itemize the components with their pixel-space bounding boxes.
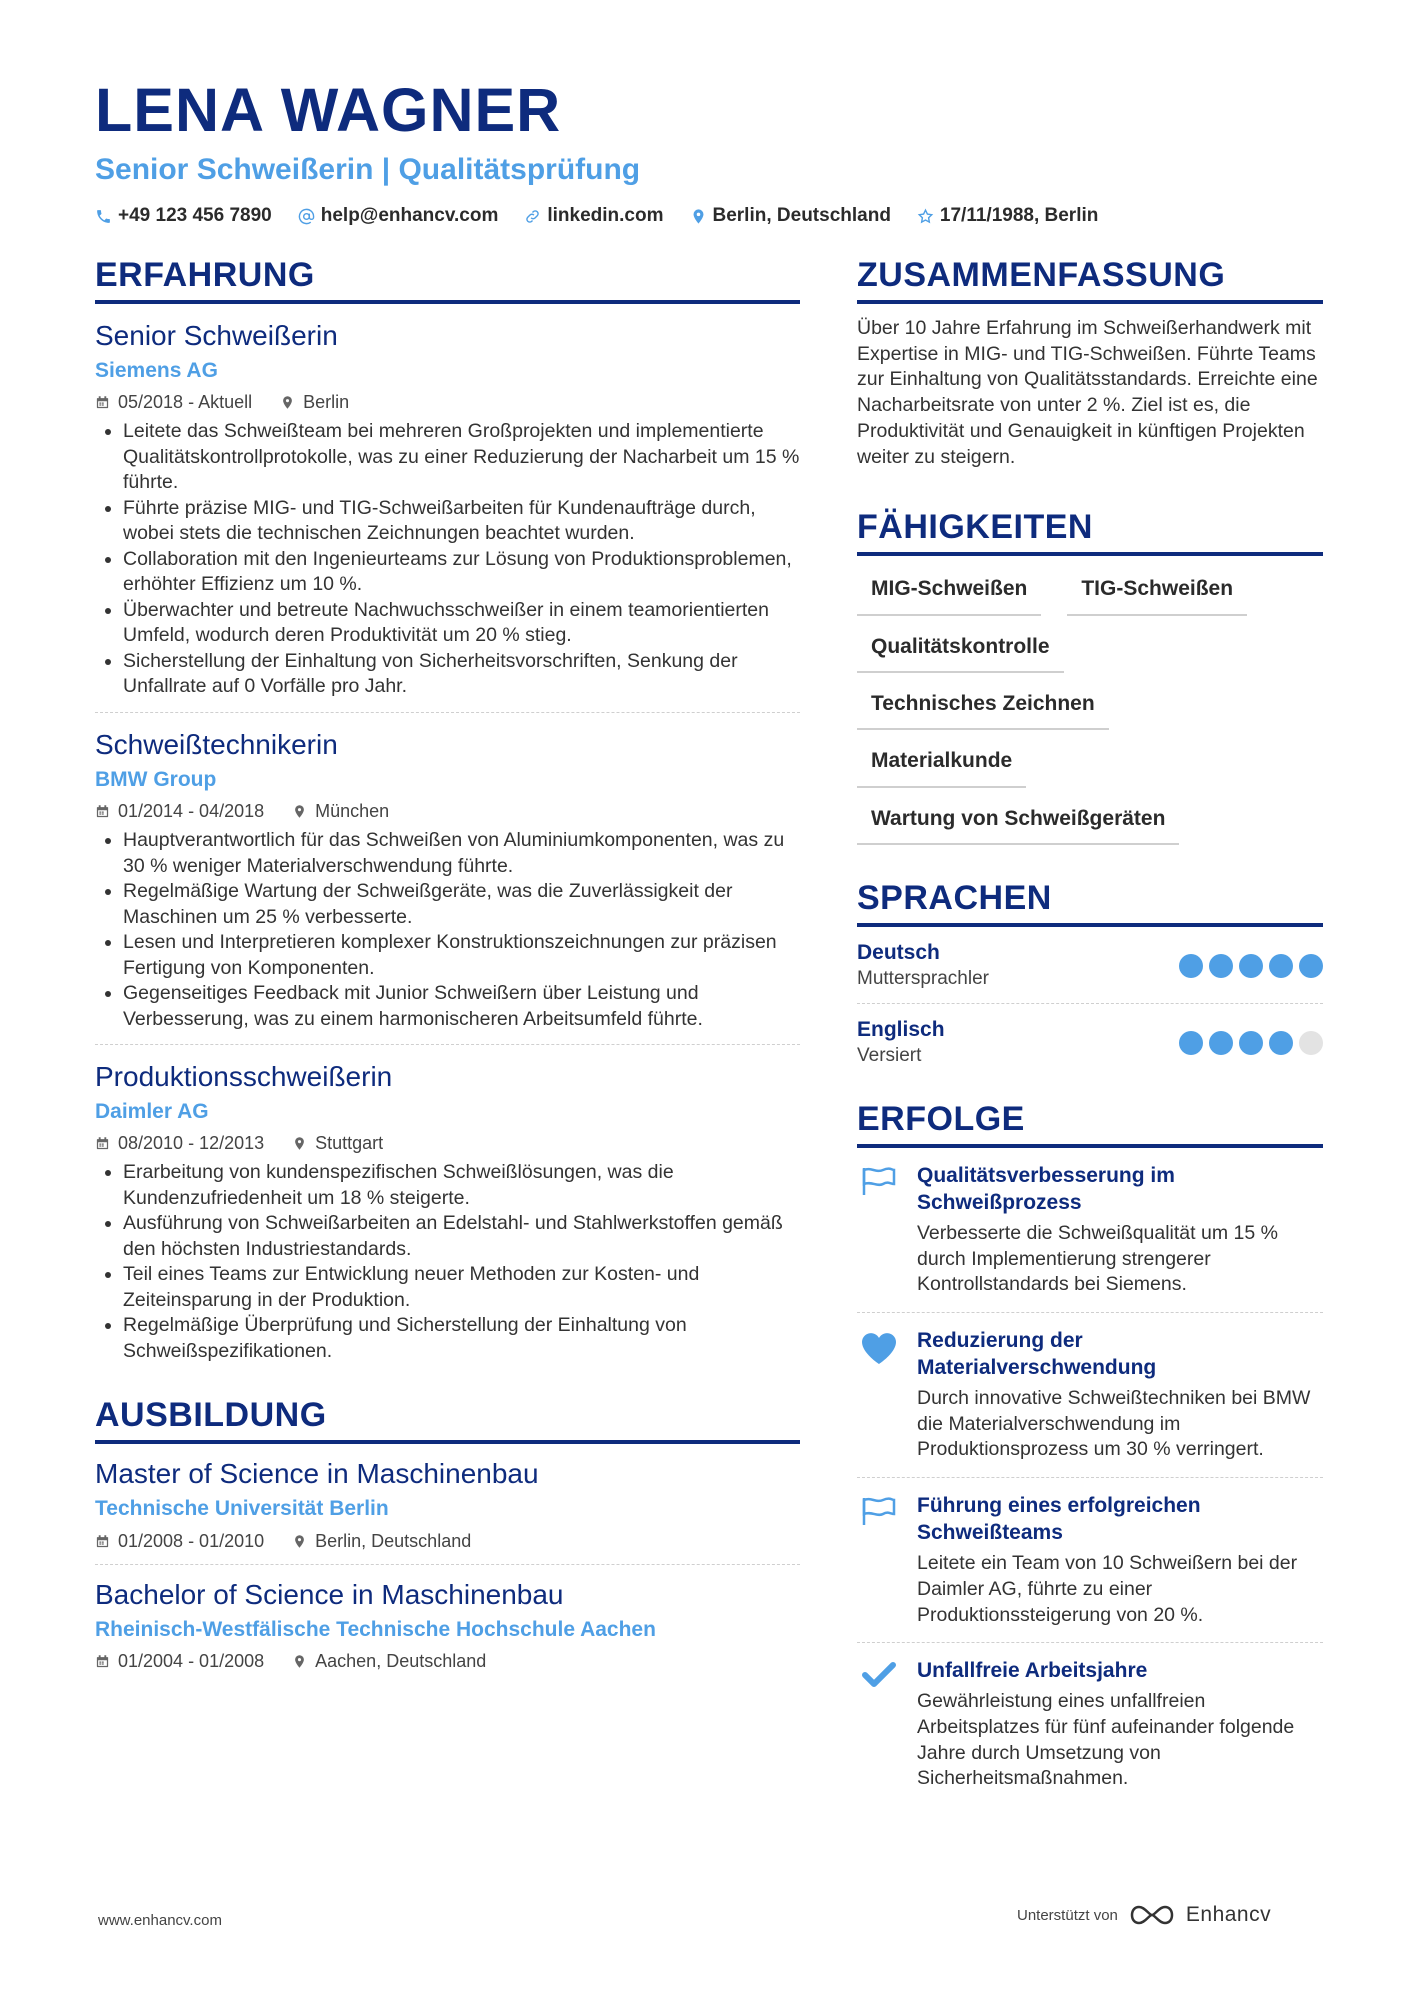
star-icon — [917, 208, 934, 225]
map-pin-icon — [280, 395, 295, 410]
contact-birth — [917, 205, 1098, 227]
rating-dot-filled — [1209, 1031, 1233, 1055]
skill-tag: MIG-Schweißen — [857, 566, 1041, 615]
achievement-desc: Leitete ein Team von 10 Schweißern bei der Daimler AG, führte zu einer Produktionssteigerung von 20 %. — [917, 1552, 1298, 1626]
language-item — [857, 1004, 1323, 1080]
skill-tag: Qualitätskontrolle — [857, 624, 1064, 673]
job-dates — [95, 1133, 264, 1154]
school-name: Technische Universität Berlin — [95, 1497, 389, 1521]
achievement-item — [857, 1148, 1323, 1313]
linkedin-text: linkedin.com — [547, 205, 664, 226]
footer-website[interactable]: www.enhancv.com — [98, 1912, 222, 1929]
achievement-icon-wrap — [857, 1162, 901, 1298]
achievement-icon-wrap — [857, 1327, 901, 1463]
skills-list — [857, 566, 1323, 845]
contact-phone — [95, 205, 272, 227]
contact-row — [95, 205, 1098, 227]
education-location-text: Berlin, Deutschland — [315, 1530, 472, 1551]
job-bullet: • Ausführung von Schweißarbeiten an Edelstahl- und Stahlwerkstoffen gemäß den höchsten Industriestandards. — [123, 1211, 800, 1262]
achievements-heading: ERFOLGE — [857, 1102, 1323, 1148]
rating-dot-filled — [1299, 954, 1323, 978]
link-icon — [524, 208, 541, 225]
education-dates-text: 01/2008 - 01/2010 — [118, 1530, 265, 1551]
contact-email[interactable] — [298, 205, 499, 227]
powered-by-text: Unterstützt von — [1017, 1906, 1118, 1924]
map-pin-icon — [292, 804, 307, 819]
achievement-title: Führung eines erfolgreichen Schweißteams — [917, 1494, 1201, 1545]
school-name: Rheinisch-Westfälische Technische Hochschule Aachen — [95, 1617, 656, 1641]
candidate-name: LENA WAGNER — [95, 76, 562, 144]
company-name: Daimler AG — [95, 1100, 209, 1124]
language-level: Versiert — [857, 1045, 922, 1067]
flag-icon — [861, 1166, 897, 1196]
job-bullet: • Überwachter und betreute Nachwuchsschweißer in einem teamorientierten Umfeld, wodurch deren Produktivität um 20 % stieg. — [123, 598, 800, 649]
language-level: Muttersprachler — [857, 968, 989, 990]
job-bullet: • Sicherstellung der Einhaltung von Sicherheitsvorschriften, Senkung der Unfallrate auf 0 Vorfälle pro Jahr. — [123, 649, 800, 700]
job-bullet: • Gegenseitiges Feedback mit Junior Schweißern über Leistung und Verbesserung, was zu einem harmonischeren Arbeitsumfeld führte. — [123, 981, 800, 1032]
location-text: Berlin, Deutschland — [712, 205, 891, 226]
job-location — [280, 392, 349, 413]
calendar-icon — [95, 1654, 110, 1669]
degree-title: Master of Science in Maschinenbau — [95, 1458, 539, 1490]
education-dates — [95, 1651, 264, 1672]
achievement-item — [857, 1478, 1323, 1643]
education-heading: AUSBILDUNG — [95, 1398, 800, 1444]
left-column — [95, 258, 800, 1684]
summary-heading: ZUSAMMENFASSUNG — [857, 258, 1323, 304]
job-dates-text: 05/2018 - Aktuell — [118, 392, 253, 413]
rating-dot-filled — [1179, 1031, 1203, 1055]
education-dates — [95, 1531, 264, 1552]
company-name: Siemens AG — [95, 359, 218, 382]
phone-icon — [95, 208, 112, 225]
language-rating — [1179, 1031, 1323, 1055]
rating-dot-filled — [1239, 1031, 1263, 1055]
job-title: Produktionsschweißerin — [95, 1061, 393, 1093]
rating-dot-filled — [1179, 954, 1203, 978]
skills-heading: FÄHIGKEITEN — [857, 510, 1323, 556]
job-bullet: • Führte präzise MIG- und TIG-Schweißarbeiten für Kundenaufträge durch, wobei stets die technischen Zeichnungen beachtet wurden. — [123, 496, 800, 547]
enhancv-logo-icon — [1128, 1902, 1176, 1928]
rating-dot-filled — [1269, 954, 1293, 978]
job-bullets — [95, 419, 800, 700]
experience-item — [95, 713, 800, 1045]
achievement-title: Qualitätsverbesserung im Schweißprozess — [917, 1163, 1175, 1214]
languages-heading: SPRACHEN — [857, 881, 1323, 927]
job-meta — [95, 1133, 800, 1154]
degree-title: Bachelor of Science in Maschinenbau — [95, 1578, 564, 1610]
skill-tag: Materialkunde — [857, 738, 1026, 787]
job-bullet: • Regelmäßige Überprüfung und Sicherstellung der Einhaltung von Schweißspezifikationen. — [123, 1313, 800, 1364]
language-name: Deutsch — [857, 941, 940, 965]
summary-text: Über 10 Jahre Erfahrung im Schweißerhandwerk mit Expertise in MIG- und TIG-Schweißen. Führte Teams zur Einhaltung von Qualitätsstandards. Erreichte eine Nacharbeitsrate von unter 2 %. Ziel ist es, die Produktivität und Genauigkeit in künftigen Projekten weiter zu steigern. — [857, 317, 1318, 468]
email-text: help@enhancv.com — [320, 205, 499, 226]
birth-text: 17/11/1988, Berlin — [939, 205, 1099, 226]
achievement-icon-wrap — [857, 1492, 901, 1628]
education-location-text: Aachen, Deutschland — [315, 1650, 487, 1671]
education-meta — [95, 1531, 800, 1552]
job-bullet: • Hauptverantwortlich für das Schweißen von Aluminiumkomponenten, was zu 30 % weniger Materialverschwendung führte. — [123, 828, 800, 879]
job-bullet: • Regelmäßige Wartung der Schweißgeräte, was die Zuverlässigkeit der Maschinen um 25 % verbesserte. — [123, 879, 800, 930]
language-name: Englisch — [857, 1018, 945, 1042]
achievement-icon-wrap — [857, 1657, 901, 1792]
job-title: Senior Schweißerin — [95, 320, 338, 351]
company-name: BMW Group — [95, 767, 217, 791]
brand-name: Enhancv — [1185, 1903, 1272, 1926]
achievement-item — [857, 1643, 1323, 1806]
calendar-icon — [95, 1534, 110, 1549]
job-dates-text: 01/2014 - 04/2018 — [118, 801, 265, 822]
job-bullets — [95, 1160, 800, 1364]
contact-linkedin[interactable] — [524, 205, 663, 227]
map-pin-icon — [292, 1136, 307, 1151]
flag-icon — [861, 1496, 897, 1526]
achievement-desc: Durch innovative Schweißtechniken bei BMW die Materialverschwendung im Produktionsprozess um 30 % verringert. — [917, 1387, 1311, 1461]
check-icon — [862, 1661, 896, 1689]
footer-powered — [1017, 1902, 1271, 1928]
job-bullet: • Erarbeitung von kundenspezifischen Schweißlösungen, was die Kundenzufriedenheit um 18 % steigerte. — [123, 1160, 800, 1211]
phone-text: +49 123 456 7890 — [118, 205, 272, 226]
education-location — [292, 1651, 486, 1672]
job-bullet: • Leitete das Schweißteam bei mehreren Großprojekten und implementierte Qualitätskontrollprotokolle, was zu einer Reduzierung der Nacharbeit um 15 % führte. — [123, 419, 800, 496]
experience-item — [95, 304, 800, 713]
job-dates — [95, 801, 264, 822]
map-pin-icon — [292, 1534, 307, 1549]
skill-tag: TIG-Schweißen — [1067, 566, 1247, 615]
job-dates-text: 08/2010 - 12/2013 — [118, 1133, 265, 1154]
heart-icon — [860, 1331, 898, 1365]
achievement-item — [857, 1313, 1323, 1478]
language-rating — [1179, 954, 1323, 978]
rating-dot-filled — [1239, 954, 1263, 978]
job-location-text: Stuttgart — [315, 1133, 384, 1154]
experience-item — [95, 1045, 800, 1376]
job-location-text: München — [315, 801, 390, 822]
job-bullet: • Collaboration mit den Ingenieurteams zur Lösung von Produktionsproblemen, erhöhter Effizienz um 10 %. — [123, 547, 800, 598]
skill-tag: Wartung von Schweißgeräten — [857, 796, 1179, 845]
map-pin-icon — [292, 1654, 307, 1669]
contact-location — [690, 205, 891, 227]
achievement-desc: Verbesserte die Schweißqualität um 15 % durch Implementierung strengerer Kontrollstandards bei Siemens. — [917, 1221, 1278, 1296]
rating-dot-empty — [1299, 1031, 1323, 1055]
job-meta — [95, 392, 800, 413]
education-item — [95, 1565, 800, 1684]
candidate-subtitle: Senior Schweißerin | Qualitätsprüfung — [95, 153, 641, 186]
job-dates — [95, 392, 252, 413]
education-dates-text: 01/2004 - 01/2008 — [118, 1650, 265, 1671]
skill-tag: Technisches Zeichnen — [857, 681, 1109, 730]
education-item — [95, 1444, 800, 1564]
achievement-title: Unfallfreie Arbeitsjahre — [917, 1659, 1148, 1683]
rating-dot-filled — [1269, 1031, 1293, 1055]
job-location-text: Berlin — [303, 392, 350, 413]
achievement-title: Reduzierung der Materialverschwendung — [917, 1329, 1157, 1380]
calendar-icon — [95, 804, 110, 819]
job-meta — [95, 801, 800, 822]
education-location — [292, 1531, 471, 1552]
calendar-icon — [95, 395, 110, 410]
job-bullets — [95, 828, 800, 1032]
calendar-icon — [95, 1136, 110, 1151]
at-icon — [298, 208, 315, 225]
job-location — [292, 1133, 383, 1154]
experience-heading: ERFAHRUNG — [95, 258, 800, 304]
right-column — [857, 258, 1323, 1806]
job-bullet: • Lesen und Interpretieren komplexer Konstruktionszeichnungen zur präzisen Fertigung von Komponenten. — [123, 930, 800, 981]
language-item — [857, 927, 1323, 1004]
job-location — [292, 801, 389, 822]
job-title: Schweißtechnikerin — [95, 728, 338, 760]
rating-dot-filled — [1209, 954, 1233, 978]
achievement-desc: Gewährleistung eines unfallfreien Arbeitsplatzes für fünf aufeinander folgende Jahre durch Umsetzung von Sicherheitsmaßnahmen. — [917, 1690, 1295, 1790]
job-bullet: • Teil eines Teams zur Entwicklung neuer Methoden zur Kosten- und Zeiteinsparung in der Produktion. — [123, 1262, 800, 1313]
education-meta — [95, 1651, 800, 1672]
map-pin-icon — [690, 208, 707, 225]
